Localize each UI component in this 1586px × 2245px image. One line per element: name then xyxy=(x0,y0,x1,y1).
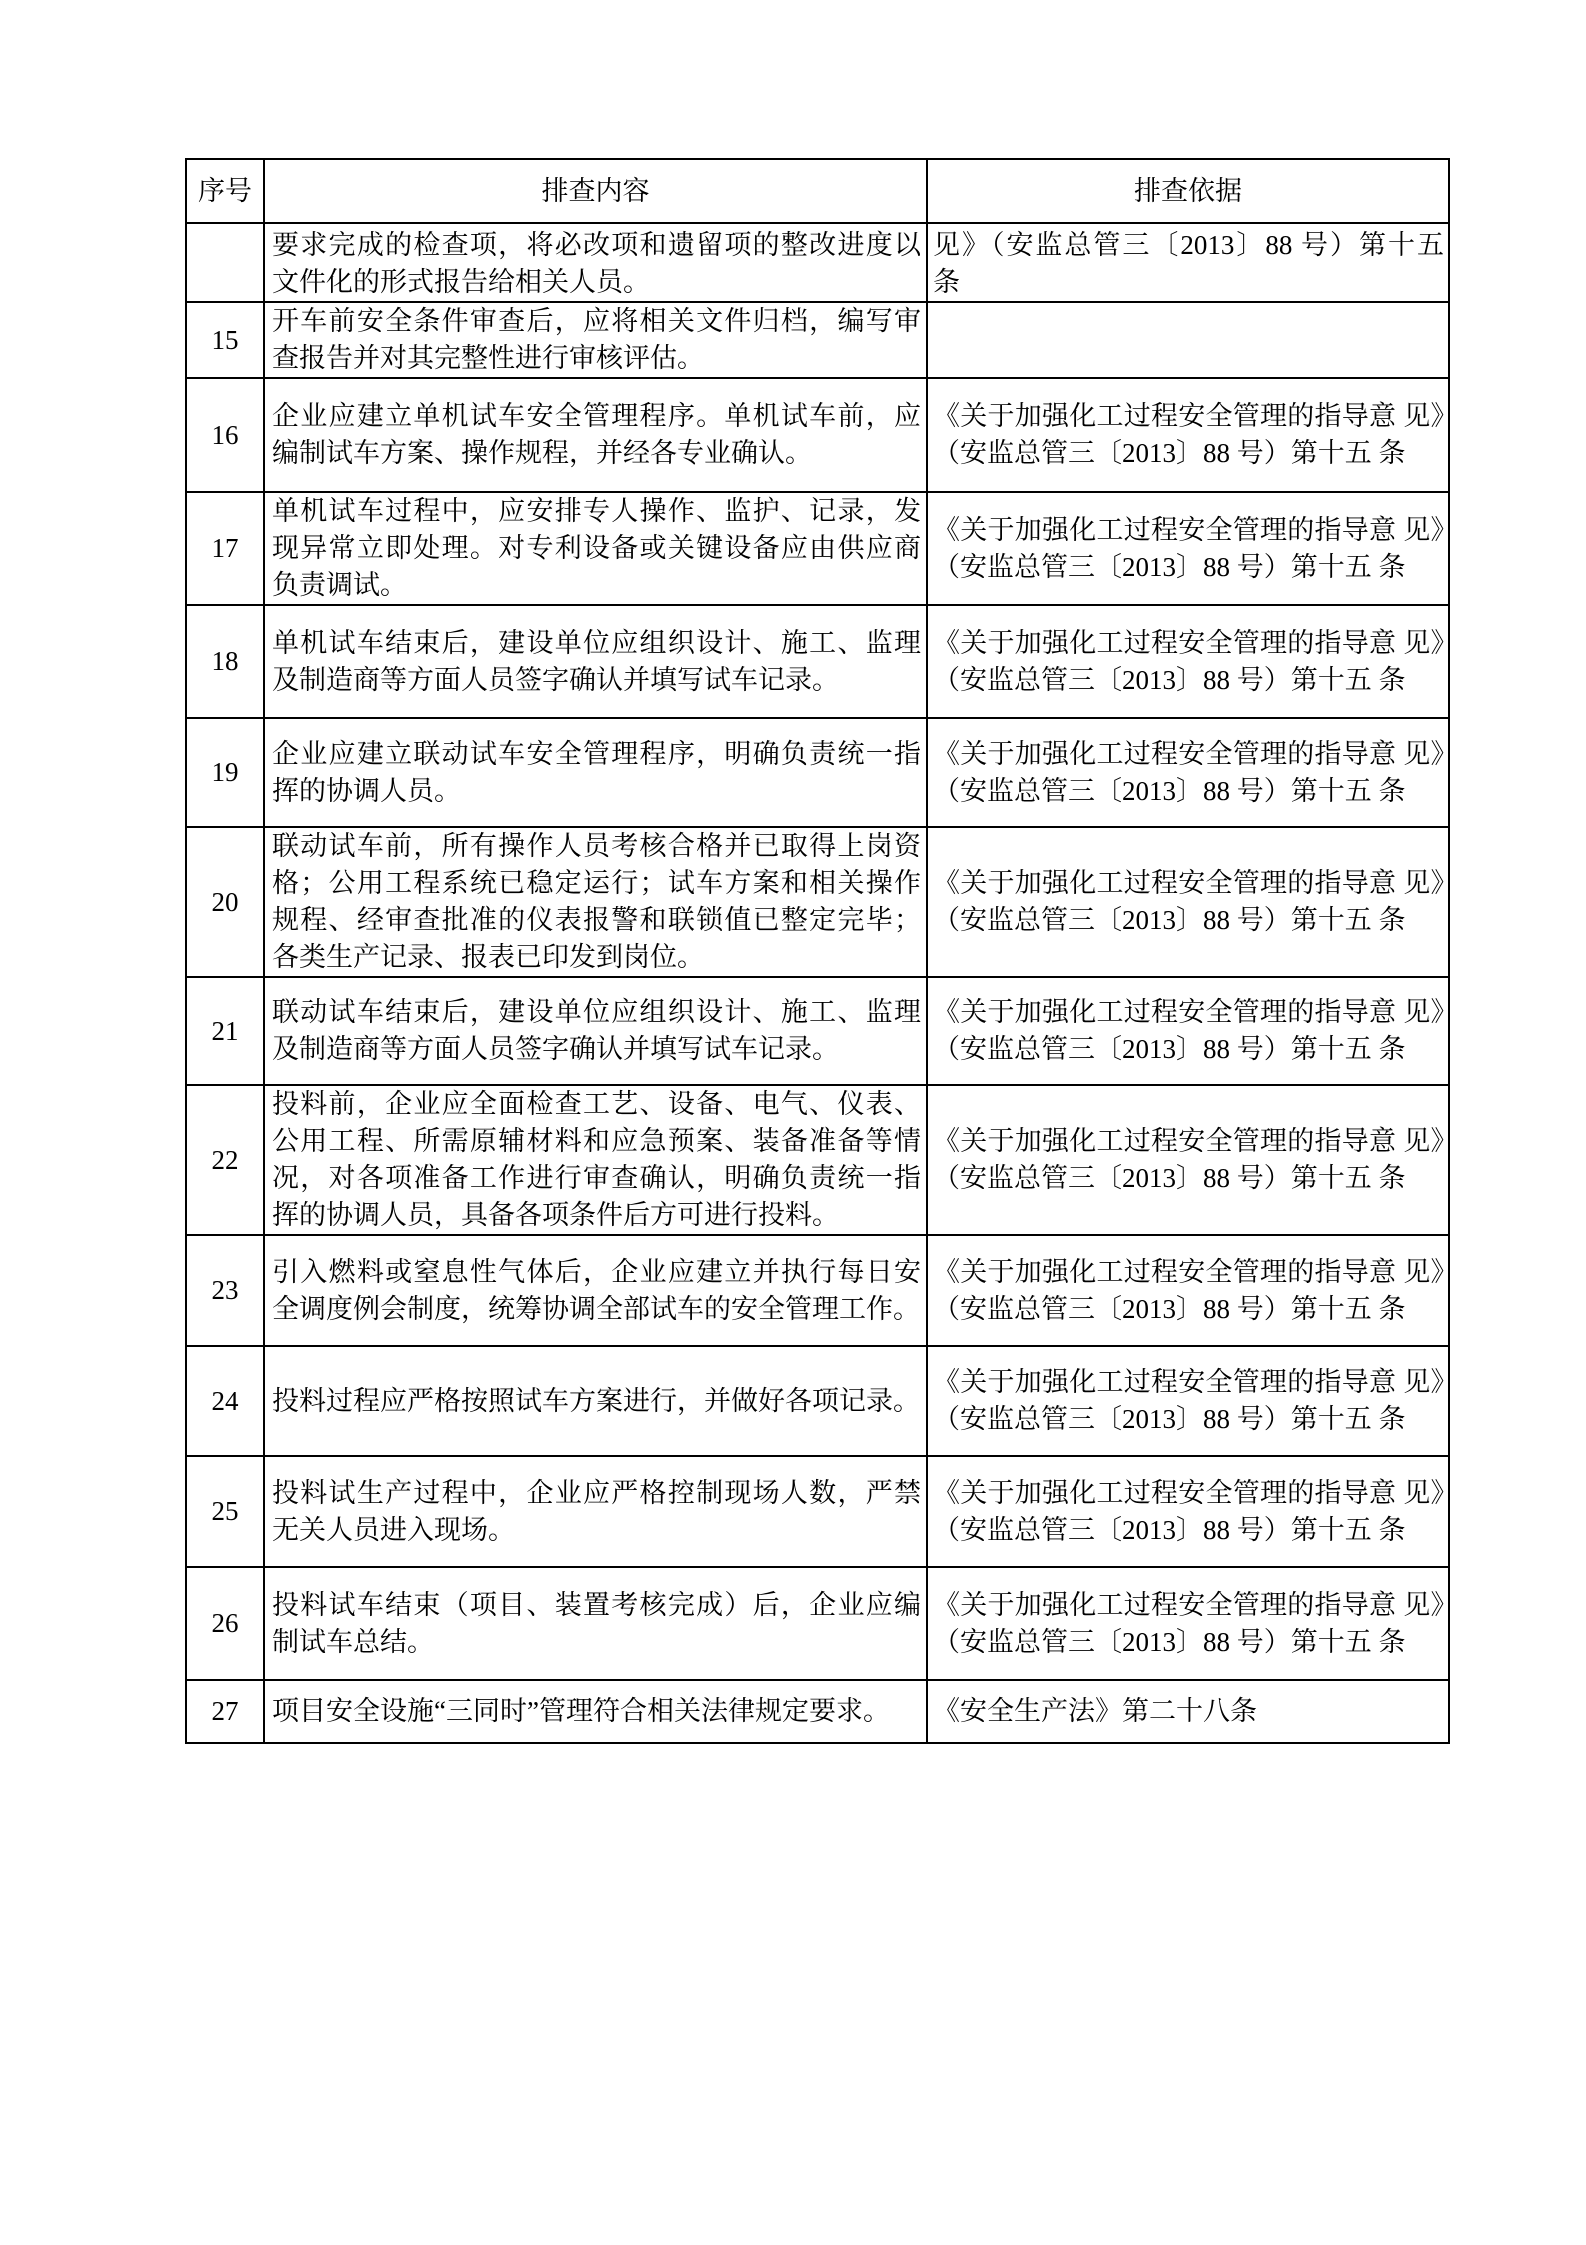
inspection-content-cell: 单机试车过程中，应安排专人操作、监护、记录，发 现异常立即处理。对专利设备或关键设备应由供应商 负责调试。 xyxy=(264,492,927,605)
table-row xyxy=(186,378,1449,492)
row-number-cell: 27 xyxy=(186,1680,264,1743)
column-header-serial-number: 序号 xyxy=(186,159,264,223)
inspection-content-cell: 开车前安全条件审查后，应将相关文件归档，编写审 查报告并对其完整性进行审核评估。 xyxy=(264,302,927,378)
row-number-cell: 23 xyxy=(186,1235,264,1346)
table-row xyxy=(186,302,1449,378)
inspection-basis-cell: 《关于加强化工过程安全管理的指导意 见》（安监总管三〔2013〕88 号）第十五 条 xyxy=(927,378,1449,492)
inspection-content-cell: 单机试车结束后，建设单位应组织设计、施工、监理 及制造商等方面人员签字确认并填写试车记录。 xyxy=(264,605,927,718)
row-number-cell: 16 xyxy=(186,378,264,492)
table-row xyxy=(186,492,1449,605)
table-row xyxy=(186,1346,1449,1456)
table-row xyxy=(186,718,1449,827)
row-number-cell: 26 xyxy=(186,1567,264,1680)
inspection-content-cell: 投料试生产过程中，企业应严格控制现场人数，严禁 无关人员进入现场。 xyxy=(264,1456,927,1567)
table-row xyxy=(186,1680,1449,1743)
table-row xyxy=(186,977,1449,1085)
inspection-content-cell: 联动试车结束后，建设单位应组织设计、施工、监理 及制造商等方面人员签字确认并填写试车记录。 xyxy=(264,977,927,1085)
table-row xyxy=(186,827,1449,977)
inspection-content-cell: 项目安全设施“三同时”管理符合相关法律规定要求。 xyxy=(264,1680,927,1743)
inspection-basis-cell: 《关于加强化工过程安全管理的指导意 见》（安监总管三〔2013〕88 号）第十五 条 xyxy=(927,1456,1449,1567)
table-row xyxy=(186,605,1449,718)
inspection-content-cell: 投料试车结束（项目、装置考核完成）后，企业应编 制试车总结。 xyxy=(264,1567,927,1680)
row-number-cell: 15 xyxy=(186,302,264,378)
row-number-cell: 19 xyxy=(186,718,264,827)
row-number-cell: 22 xyxy=(186,1085,264,1235)
table-row xyxy=(186,1235,1449,1346)
inspection-content-cell: 要求完成的检查项，将必改项和遗留项的整改进度以 文件化的形式报告给相关人员。 xyxy=(264,223,927,302)
column-header-inspection-content: 排查内容 xyxy=(264,159,927,223)
row-number-cell xyxy=(186,223,264,302)
row-number-cell: 17 xyxy=(186,492,264,605)
column-header-inspection-basis: 排查依据 xyxy=(927,159,1449,223)
row-number-cell: 21 xyxy=(186,977,264,1085)
inspection-content-cell: 投料过程应严格按照试车方案进行，并做好各项记录。 xyxy=(264,1346,927,1456)
row-number-cell: 20 xyxy=(186,827,264,977)
inspection-basis-cell xyxy=(927,302,1449,378)
table-row xyxy=(186,1456,1449,1567)
inspection-content-cell: 企业应建立联动试车安全管理程序，明确负责统一指 挥的协调人员。 xyxy=(264,718,927,827)
inspection-basis-cell: 《关于加强化工过程安全管理的指导意 见》（安监总管三〔2013〕88 号）第十五 条 xyxy=(927,1085,1449,1235)
inspection-content-cell: 投料前，企业应全面检查工艺、设备、电气、仪表、 公用工程、所需原辅材料和应急预案、装备准备等情 况，对各项准备工作进行审查确认，明确负责统一指 挥的协调人员，具备各项条件后方可进行投料。 xyxy=(264,1085,927,1235)
inspection-content-cell: 联动试车前，所有操作人员考核合格并已取得上岗资 格；公用工程系统已稳定运行；试车方案和相关操作 规程、经审查批准的仪表报警和联锁值已整定完毕； 各类生产记录、报表已印发到岗位。 xyxy=(264,827,927,977)
row-number-cell: 24 xyxy=(186,1346,264,1456)
inspection-basis-cell: 《关于加强化工过程安全管理的指导意 见》（安监总管三〔2013〕88 号）第十五 条 xyxy=(927,977,1449,1085)
header-row xyxy=(186,159,1449,223)
inspection-basis-cell: 《关于加强化工过程安全管理的指导意 见》（安监总管三〔2013〕88 号）第十五 条 xyxy=(927,1346,1449,1456)
inspection-basis-cell: 《关于加强化工过程安全管理的指导意 见》（安监总管三〔2013〕88 号）第十五 条 xyxy=(927,827,1449,977)
inspection-basis-cell: 《关于加强化工过程安全管理的指导意 见》（安监总管三〔2013〕88 号）第十五 条 xyxy=(927,1235,1449,1346)
inspection-content-cell: 引入燃料或窒息性气体后，企业应建立并执行每日安 全调度例会制度，统筹协调全部试车的安全管理工作。 xyxy=(264,1235,927,1346)
inspection-basis-cell: 《关于加强化工过程安全管理的指导意 见》（安监总管三〔2013〕88 号）第十五 条 xyxy=(927,718,1449,827)
inspection-basis-cell: 《关于加强化工过程安全管理的指导意 见》（安监总管三〔2013〕88 号）第十五 条 xyxy=(927,492,1449,605)
row-number-cell: 25 xyxy=(186,1456,264,1567)
table-row xyxy=(186,223,1449,302)
inspection-basis-cell: 《安全生产法》第二十八条 xyxy=(927,1680,1449,1743)
inspection-content-cell: 企业应建立单机试车安全管理程序。单机试车前，应 编制试车方案、操作规程，并经各专业确认。 xyxy=(264,378,927,492)
row-number-cell: 18 xyxy=(186,605,264,718)
inspection-basis-cell: 《关于加强化工过程安全管理的指导意 见》（安监总管三〔2013〕88 号）第十五 条 xyxy=(927,1567,1449,1680)
table-row xyxy=(186,1567,1449,1680)
table-row xyxy=(186,1085,1449,1235)
inspection-basis-cell: 见》（安监总管三〔2013〕88 号）第十五 条 xyxy=(927,223,1449,302)
inspection-table xyxy=(185,158,1450,1744)
inspection-basis-cell: 《关于加强化工过程安全管理的指导意 见》（安监总管三〔2013〕88 号）第十五 条 xyxy=(927,605,1449,718)
